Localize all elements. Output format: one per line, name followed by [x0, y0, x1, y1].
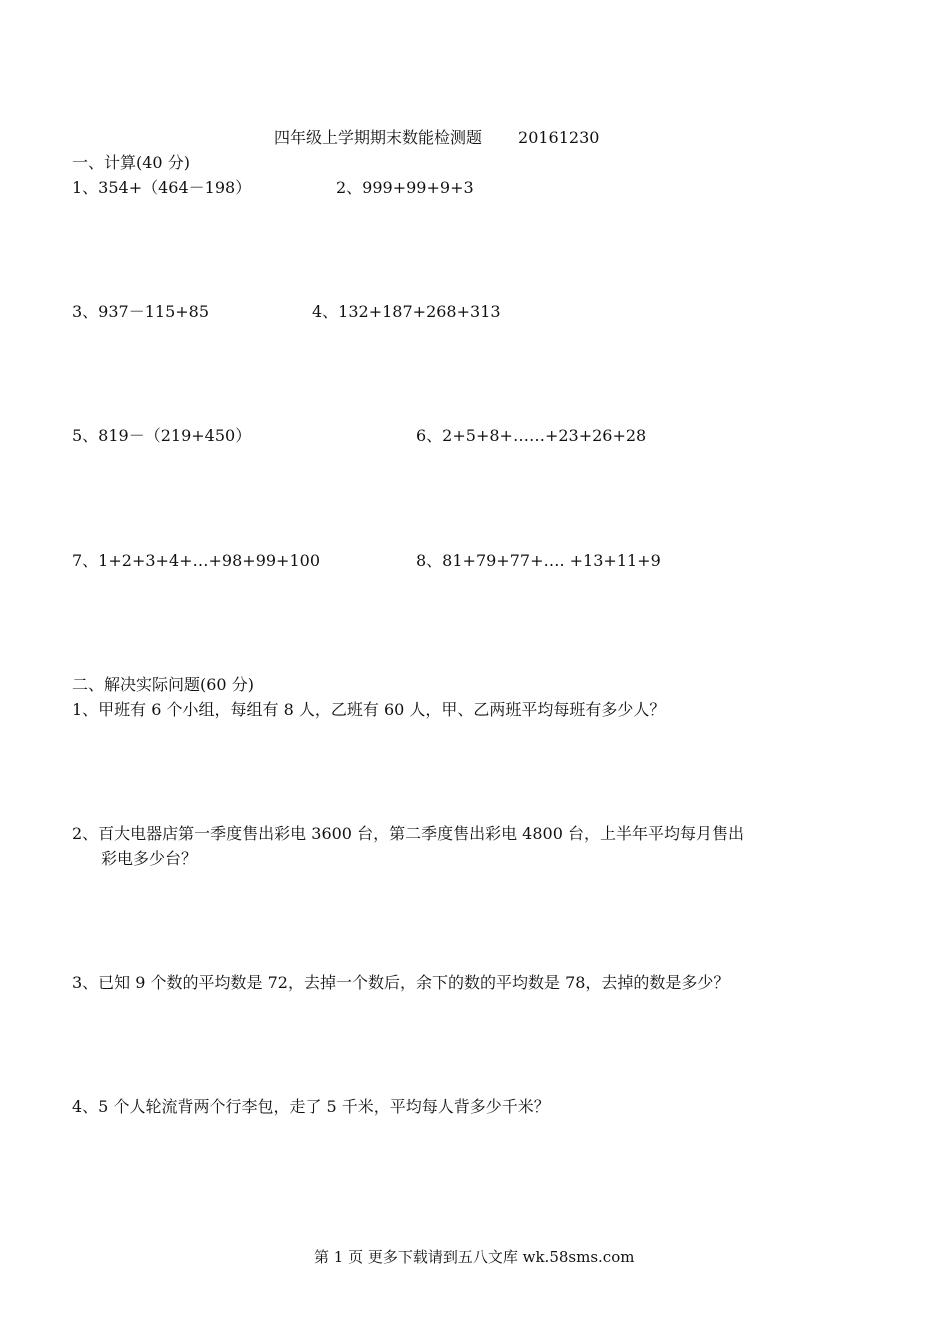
word-problem-2: 2、百大电器店第一季度售出彩电 3600 台，第二季度售出彩电 4800 台，上半年平均每月售出: [72, 824, 744, 843]
calc-problem-6: 6、2+5+8+……+23+26+28: [416, 426, 647, 445]
calc-problem-7: 7、1+2+3+4+…+98+99+100: [72, 551, 321, 570]
section2-heading: 二、解决实际问题(60 分): [72, 675, 254, 694]
calc-problem-2: 2、999+99+9+3: [336, 178, 474, 197]
section1-heading: 一、计算(40 分): [72, 153, 190, 172]
calc-problem-3: 3、937－115+85: [72, 302, 210, 321]
word-problem-3: 3、已知 9 个数的平均数是 72，去掉一个数后，余下的数的平均数是 78，去掉的数是多少？: [72, 973, 730, 992]
title-text: 四年级上学期期末数能检测题: [274, 128, 483, 147]
word-problem-1: 1、甲班有 6 个小组，每组有 8 人，乙班有 60 人，甲、乙两班平均每班有多少人？: [72, 700, 666, 719]
calc-problem-4: 4、132+187+268+313: [312, 302, 501, 321]
title-date: 20161230: [518, 128, 600, 147]
page-footer: 第 1 页 更多下载请到五八文库 wk.58sms.com: [314, 1248, 635, 1266]
word-problem-2-cont: 彩电多少台？: [101, 849, 198, 868]
calc-problem-8: 8、81+79+77+…. +13+11+9: [416, 551, 661, 570]
document-title: [274, 128, 599, 148]
calc-problem-1: 1、354+（464－198）: [72, 178, 252, 197]
word-problem-4: 4、5 个人轮流背两个行李包，走了 5 千米，平均每人背多少千米？: [72, 1097, 550, 1116]
calc-problem-5: 5、819－（219+450）: [72, 426, 252, 445]
